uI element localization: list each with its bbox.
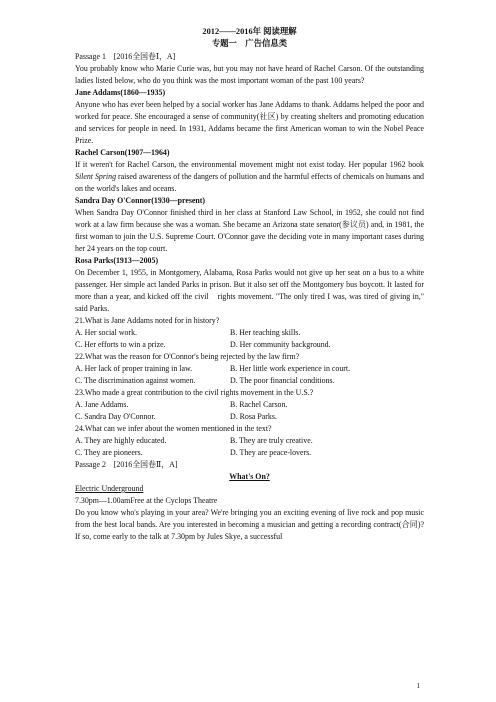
option: C. They are pioneers. (75, 448, 143, 457)
question-23-options-row1 (75, 399, 424, 411)
carson-book-title: Silent Spring (75, 172, 117, 181)
passage2-label: Passage 2 [2016全国卷Ⅱ，A] (75, 460, 178, 469)
document-subtitle: 专题一 广告信息类 (211, 39, 288, 48)
parks-text: On December 1, 1955, in Montgomery, Alabama, Rosa Parks would not give up her seat on a bus to a white passenger. Her simple act landed Parks in prison. But it also set off the Montgomery bus boycott. It lasted for more than a year, and kicked off the civil rights movement. "The only tired I was, was tired of giving in," said Parks. (75, 268, 424, 313)
option: C. Her efforts to win a prize. (75, 340, 166, 349)
question-22-options-row1 (75, 363, 424, 375)
passage1-intro: You probably know who Marie Curie was, but you may not have heard of Rachel Carson. Of the outstanding ladies listed below, who do you think was the most important woman of the past 100 years? (75, 64, 424, 85)
parks-heading: Rosa Parks(1913—2005) (75, 256, 159, 265)
addams-heading: Jane Addams(1860—1935) (75, 88, 166, 97)
option: A. They are highly educated. (75, 436, 167, 445)
carson-heading: Rachel Carson(1907—1964) (75, 148, 170, 157)
carson-text (75, 159, 424, 195)
option: A. Jane Addams. (75, 400, 129, 409)
question-24: 24.What can we infer about the women mentioned in the text? (75, 424, 272, 433)
addams-text: Anyone who has ever been helped by a social worker has Jane Addams to thank. Addams helped the poor and worked for peace. She encouraged a sense of community(社区) by creating shelters and promoting education and services for people in need. In 1931, Addams became the first American woman to win the Nobel Peace Prize. (75, 100, 424, 145)
option: C. The discrimination against women. (75, 376, 196, 385)
option: B. Her teaching skills. (230, 328, 301, 337)
option: D. Her community background. (230, 340, 331, 349)
option: B. They are truly creative. (230, 436, 313, 445)
question-24-options-row2 (75, 447, 424, 459)
question-21: 21.What is Jane Addams noted for in history? (75, 316, 220, 325)
option: B. Her little work experience in court. (230, 364, 351, 373)
option: A. Her social work. (75, 328, 138, 337)
option: A. Her lack of proper training in law. (75, 364, 193, 373)
option: D. They are peace-lovers. (230, 448, 312, 457)
option: D. The poor financial conditions. (230, 376, 335, 385)
passage2-heading: What's On? (229, 472, 270, 481)
page-number: 1 (416, 682, 420, 690)
carson-text-part1: If it weren't for Rachel Carson, the environmental movement might not exist today. Her popular 1962 book (75, 160, 424, 169)
question-22: 22.What was the reason for O'Connor's being rejected by the law firm? (75, 352, 300, 361)
question-23: 23.Who made a great contribution to the civil rights movement in the U.S.? (75, 388, 314, 397)
question-21-options-row1 (75, 327, 424, 339)
event1-time: 7.30pm—1.00amFree at the Cyclops Theatre (75, 496, 218, 505)
event1-text: Do you know who's playing in your area? We're bringing you an exciting evening of live rock and pop music from the best local bands. Are you interested in becoming a musician and getting a recording contract(合同)? If so, come early to the talk at 7.30pm by Jules Skye, a successful (75, 508, 432, 541)
passage1-label: Passage 1 [2016全国卷Ⅰ，A] (75, 52, 176, 61)
question-22-options-row2 (75, 375, 424, 387)
event1-heading: Electric Underground (75, 484, 144, 493)
option: B. Rachel Carson. (230, 400, 288, 409)
question-23-options-row2 (75, 411, 424, 423)
option: D. Rosa Parks. (230, 412, 277, 421)
question-24-options-row1 (75, 435, 424, 447)
question-21-options-row2 (75, 339, 424, 351)
option: C. Sandra Day O'Connor. (75, 412, 156, 421)
document-title: 2012——2016年 阅读理解 (202, 27, 297, 36)
oconnor-heading: Sandra Day O'Connor(1930—present) (75, 196, 206, 205)
carson-text-part2: raised awareness of the dangers of pollution and the harmful effects of chemicals on humans and on the world's lakes and oceans. (75, 172, 424, 193)
oconnor-text: When Sandra Day O'Connor finished third in her class at Stanford Law School, in 1952, she could not find work at a law firm because she was a woman. She became an Arizona state senator(参议员) and, in 1981, the first woman to join the U.S. Supreme Court. O'Connor gave the deciding vote in many important cases during her 24 years on the top court. (75, 208, 424, 253)
